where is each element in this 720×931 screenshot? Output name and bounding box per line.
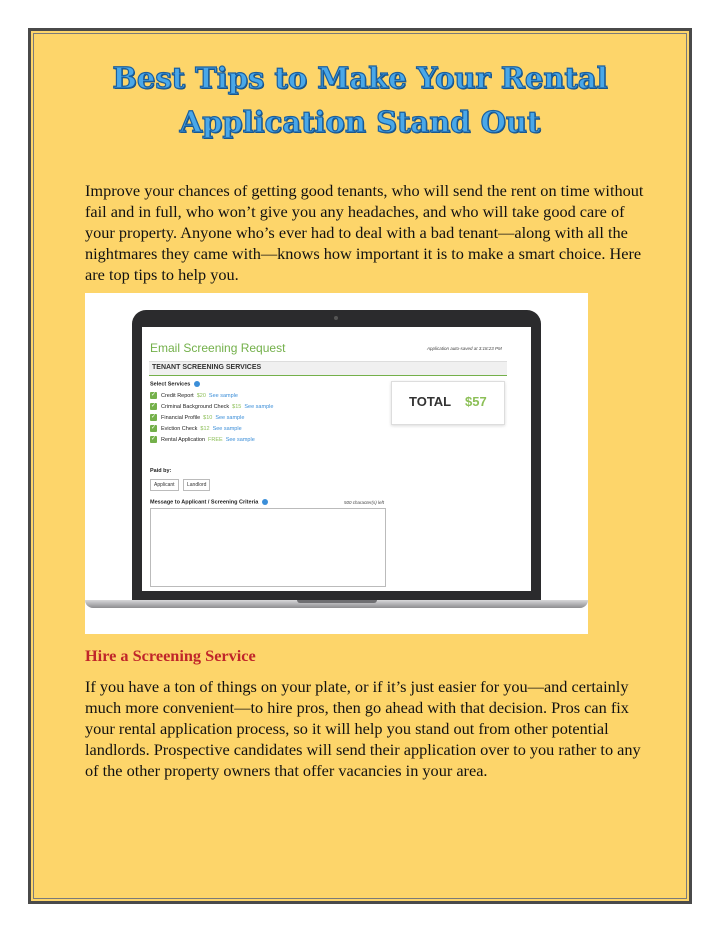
section-heading: Hire a Screening Service	[85, 646, 256, 665]
checkbox-checked-icon: ✓	[150, 436, 157, 442]
info-icon	[262, 499, 268, 505]
checkbox-checked-icon: ✓	[150, 392, 157, 398]
intro-paragraph: Improve your chances of getting good tenants, who will send the rent on time without fail and in full, who won’t give you any headaches, and who will take good care of your property. Anyone who’s ever had to deal with a bad tenant—along with all the nightmares they came with—knows how important it is to make a smart choice. Here are top tips to help you.	[85, 181, 644, 284]
section-bar	[149, 361, 507, 376]
character-count: 500 character(s) left	[344, 500, 385, 505]
info-icon	[194, 381, 200, 387]
message-label: Message to Applicant / Screening Criteria	[150, 499, 268, 505]
paid-by-label: Paid by:	[150, 468, 172, 474]
checkbox-checked-icon: ✓	[150, 403, 157, 409]
camera-icon	[334, 316, 338, 320]
laptop-notch	[297, 600, 377, 603]
service-item: ✓ Rental Application FREE See sample	[150, 436, 255, 443]
service-item: ✓ Criminal Background Check $15 See sample	[150, 403, 274, 410]
laptop-screenshot-image	[85, 293, 588, 634]
paid-by-applicant-option: Applicant	[150, 479, 179, 491]
section-bar-label: TENANT SCREENING SERVICES	[152, 364, 262, 371]
service-item: ✓ Credit Report $20 See sample	[150, 392, 238, 399]
select-services-label: Select Services	[150, 381, 200, 387]
paid-by-landlord-option: Landlord	[183, 479, 210, 491]
see-sample-link: See sample	[225, 436, 255, 443]
service-item: ✓ Eviction Check $12 See sample	[150, 425, 242, 432]
screen-title: Email Screening Request	[150, 341, 286, 355]
laptop-lid	[132, 310, 541, 600]
page-title	[0, 56, 720, 144]
service-item: ✓ Financial Profile $10 See sample	[150, 414, 245, 421]
see-sample-link: See sample	[215, 414, 245, 421]
checkbox-checked-icon: ✓	[150, 414, 157, 420]
checkbox-checked-icon: ✓	[150, 425, 157, 431]
autosave-note: Application auto-saved at 3:18:23 PM	[427, 346, 502, 351]
laptop-screen	[142, 327, 531, 591]
total-box	[391, 381, 505, 425]
see-sample-link: See sample	[212, 425, 242, 432]
title-line-2: Application Stand Out	[179, 105, 541, 139]
total-value: $57	[465, 394, 487, 409]
total-label: TOTAL	[409, 394, 452, 409]
see-sample-link: See sample	[208, 392, 238, 399]
title-line-1: Best Tips to Make Your Rental	[112, 61, 608, 95]
message-textarea	[150, 508, 386, 587]
see-sample-link: See sample	[244, 403, 274, 410]
body-paragraph: If you have a ton of things on your plate, or if it’s just easier for you—and certainly much more convenient—to hire pros, then go ahead with that decision. Pros can fix your rental application process, so it will help you stand out from other potential landlords. Prospective candidates will send their application over to you rather to any of the other property owners that offer vacancies in your area.	[85, 677, 641, 780]
